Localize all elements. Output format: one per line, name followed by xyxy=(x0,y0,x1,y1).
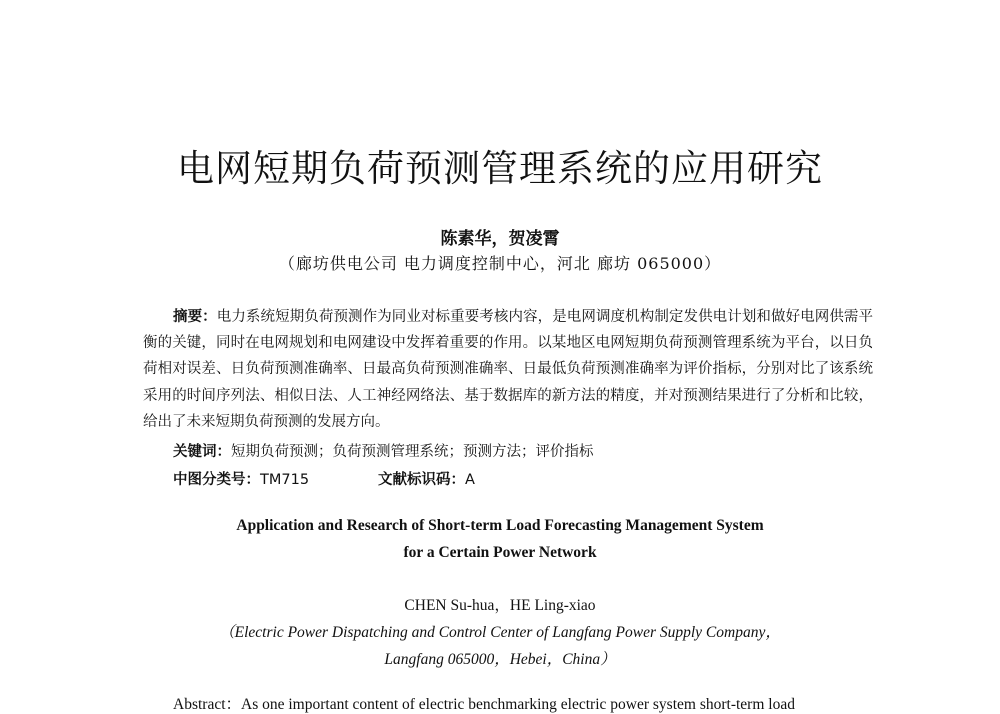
affiliation-en-line2: Langfang 065000，Hebei，China） xyxy=(384,651,616,668)
abstract-cn-label: 摘要： xyxy=(173,309,217,325)
document-code-cn-label: 文献标识码： xyxy=(378,472,465,488)
keywords-cn xyxy=(173,440,594,461)
classification-cn xyxy=(173,472,309,488)
classification-line xyxy=(173,468,475,489)
paper-title-cn: 电网短期负荷预测管理系统的应用研究 xyxy=(177,147,823,190)
keywords-cn-text: 短期负荷预测；负荷预测管理系统；预测方法；评价指标 xyxy=(231,444,594,460)
keywords-cn-label: 关键词： xyxy=(173,444,231,460)
document-code-cn-value: A xyxy=(465,472,475,488)
abstract-cn xyxy=(143,304,873,435)
authors-cn: 陈素华，贺凌霄 xyxy=(440,229,560,249)
classification-cn-value: TM715 xyxy=(260,472,310,488)
authors-en: CHEN Su-hua，HE Ling-xiao xyxy=(404,597,596,614)
abstract-en-partial: Abstract：As one important content of electric benchmarking electric power system short-term load xyxy=(173,696,795,713)
abstract-cn-text: 电力系统短期负荷预测作为同业对标重要考核内容，是电网调度机构制定发供电计划和做好电网供需平衡的关键，同时在电网规划和电网建设中发挥着重要的作用。以某地区电网短期负荷预测管理系统为平台，以日负荷相对误差、日负荷预测准确率、日最高负荷预测准确率、日最低负荷预测准确率为评价指标，分别对比了该系统采用的时间序列法、相似日法、人工神经网络法、基于数据库的新方法的精度，并对预测结果进行了分析和比较，给出了未来短期负荷预测的发展方向。 xyxy=(143,309,874,430)
paper-title-en-line2: for a Certain Power Network xyxy=(403,544,597,561)
classification-cn-label: 中图分类号： xyxy=(173,472,260,488)
affiliation-cn: （廊坊供电公司 电力调度控制中心，河北 廊坊 065000） xyxy=(278,254,722,273)
paper-title-en-line1: Application and Research of Short-term Load Forecasting Management System xyxy=(236,517,764,534)
affiliation-en-line1: （Electric Power Dispatching and Control Center of Langfang Power Supply Company， xyxy=(219,624,781,641)
document-code-cn xyxy=(378,468,475,489)
